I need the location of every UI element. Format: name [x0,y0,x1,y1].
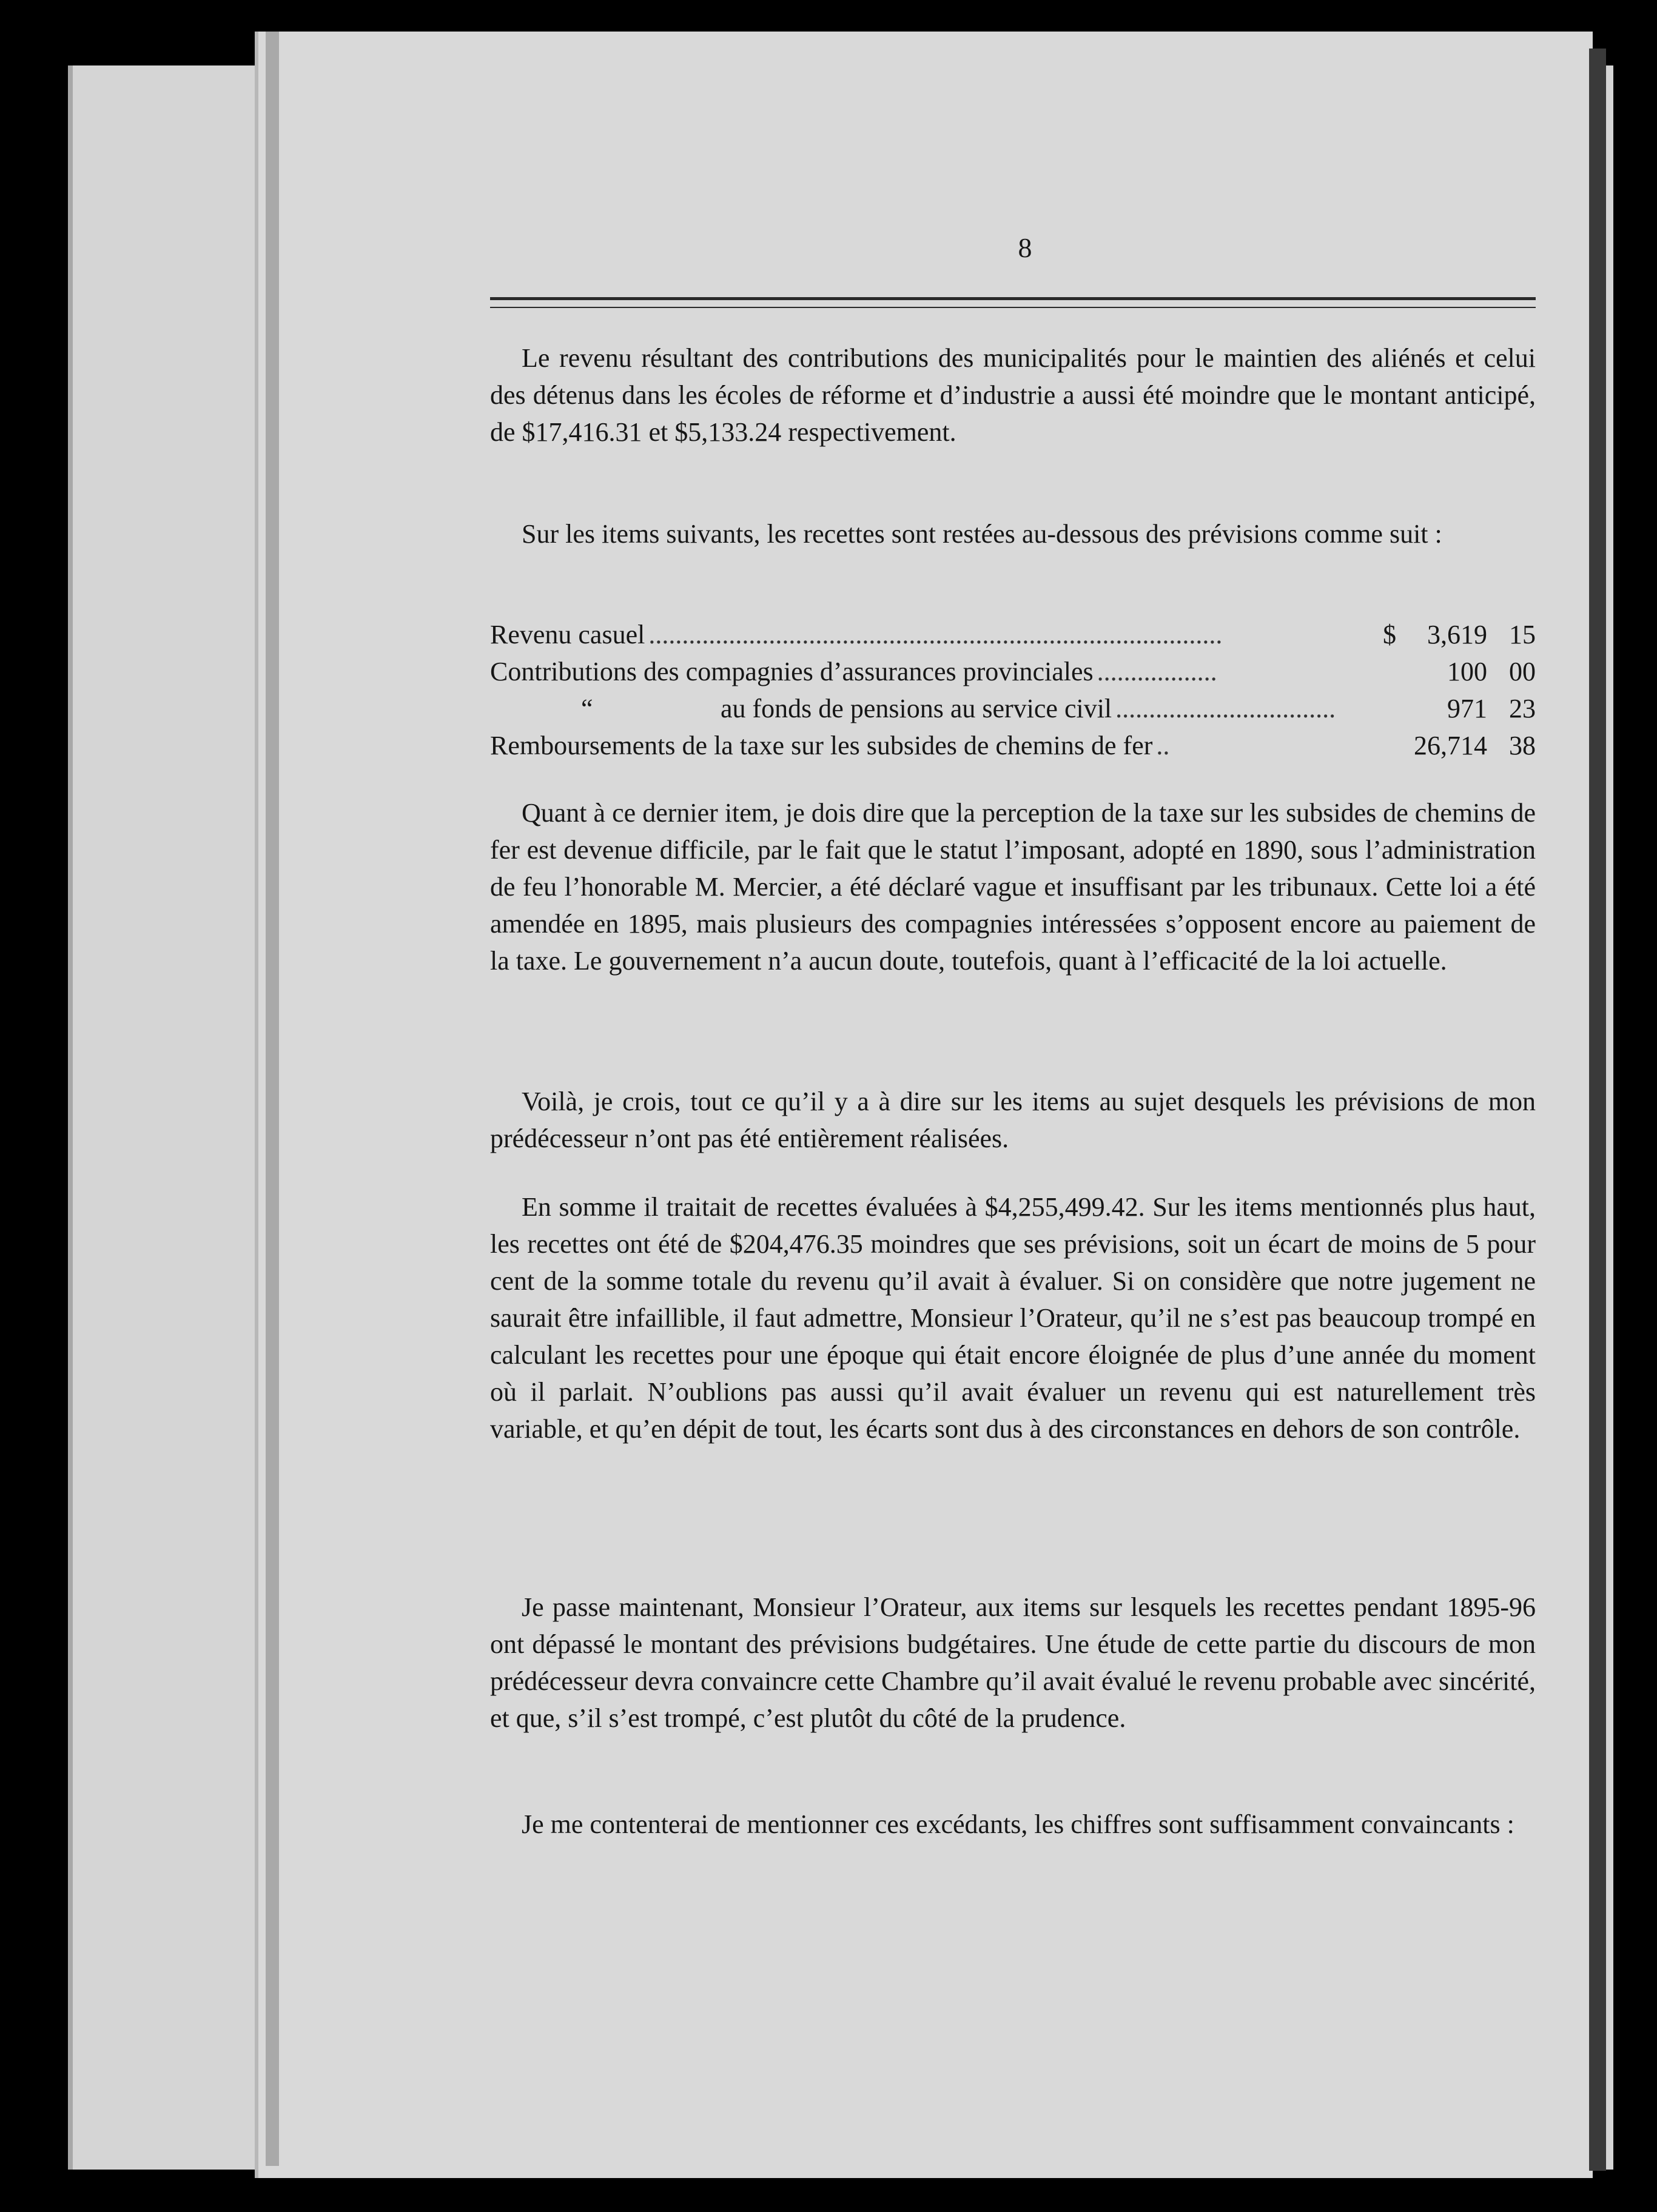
ledger-label: Contributions des compagnies d’assurances provinciales [490,657,1094,686]
header-rule [490,297,1536,300]
ledger-dots: ................................. [1115,694,1336,723]
page-spine-shadow [266,32,279,2166]
page-number: 8 [1018,232,1032,263]
ledger-row [490,653,1536,690]
ledger-currency: $ [1383,620,1396,649]
ledger-label: Remboursements de la taxe sur les subsides de chemins de fer [490,731,1153,760]
paragraph-voila: Voilà, je crois, tout ce qu’il y a à dire sur les items au sujet desquels les prévisions de mon prédécesseur n’ont pas été entièrement réalisées. [490,1087,1536,1153]
ledger-amount: 100 [1447,657,1487,686]
ledger-amount: 3,619 [1427,620,1487,649]
ledger-table [490,616,1536,764]
ledger-dots: ...................................................................................... [648,620,1223,649]
ledger-cents: 15 [1509,620,1536,649]
ledger-cents: 23 [1509,694,1536,723]
paragraph-revenu-contributions: Le revenu résultant des contributions des municipalités pour le maintien des aliénés et celui des détenus dans les écoles de réforme et d’industrie a aussi été moindre que le montant anticipé, de $17,416.31 et $5,133.24 respectivement. [490,343,1536,447]
header-rule-thin [490,307,1536,308]
ledger-amount: 26,714 [1414,731,1487,760]
ledger-cents: 38 [1509,731,1536,760]
ledger-dots: .. [1156,731,1170,760]
ledger-label-indented [490,690,1112,727]
ledger-row [490,727,1536,764]
paragraph-en-somme: En somme il traitait de recettes évaluées à $4,255,499.42. Sur les items mentionnés plus haut, les recettes ont été de $204,476.35 moindres que ses prévisions, soit un écart de moins de 5 pour cent de la somme totale du revenu qu’il avait à évaluer. Si on considère que notre jugement ne saurait être infaillible, il faut admettre, Monsieur l’Orateur, qu’il ne s’est pas beaucoup trompé en calculant les recettes pour une époque qui était encore éloignée de plus d’une année du moment où il parlait. N’oublions pas aussi qu’il avait évaluer un revenu qui est naturellement très variable, et qu’en dépit de tout, les écarts sont dus à des circonstances en dehors de son contrôle. [490,1192,1536,1444]
paragraph-items-intro: Sur les items suivants, les recettes sont restées au-dessous des prévisions comme suit : [522,519,1442,549]
ledger-row [490,616,1536,653]
paragraph-je-passe: Je passe maintenant, Monsieur l’Orateur, aux items sur lesquels les recettes pendant 1895-96 ont dépassé le montant des prévisions budgétaires. Une étude de cette partie du discours de mon prédécesseur devra convaincre cette Chambre qu’il avait évalué le revenu probable avec sincérité, et que, s’il s’est trompé, c’est plutôt du côté de la prudence. [490,1592,1536,1733]
ledger-label: Revenu casuel [490,620,645,649]
paragraph-quant-dernier: Quant à ce dernier item, je dois dire que la perception de la taxe sur les subsides de chemins de fer est devenue difficile, par le fait que le statut l’imposant, adopté en 1890, sous l’administration de feu l’honorable M. Mercier, a été déclaré vague et insuffisant par les tribunaux. Cette loi a été amendée en 1895, mais plusieurs des compagnies intéressées s’opposent encore au paiement de la taxe. Le gouvernement n’a aucun doute, toutefois, quant à l’efficacité de la loi actuelle. [490,798,1536,976]
ditto-mark: “ [581,694,593,723]
ledger-amount: 971 [1447,694,1487,723]
ledger-cents: 00 [1509,657,1536,686]
ledger-dots: .................. [1097,657,1217,686]
ledger-row [490,690,1536,727]
paragraph-je-me-contenterai: Je me contenterai de mentionner ces excédants, les chiffres sont suffisamment convaincants : [522,1809,1514,1839]
ledger-label: au fonds de pensions au service civil [721,694,1112,723]
right-page-edge [1589,49,1606,2171]
